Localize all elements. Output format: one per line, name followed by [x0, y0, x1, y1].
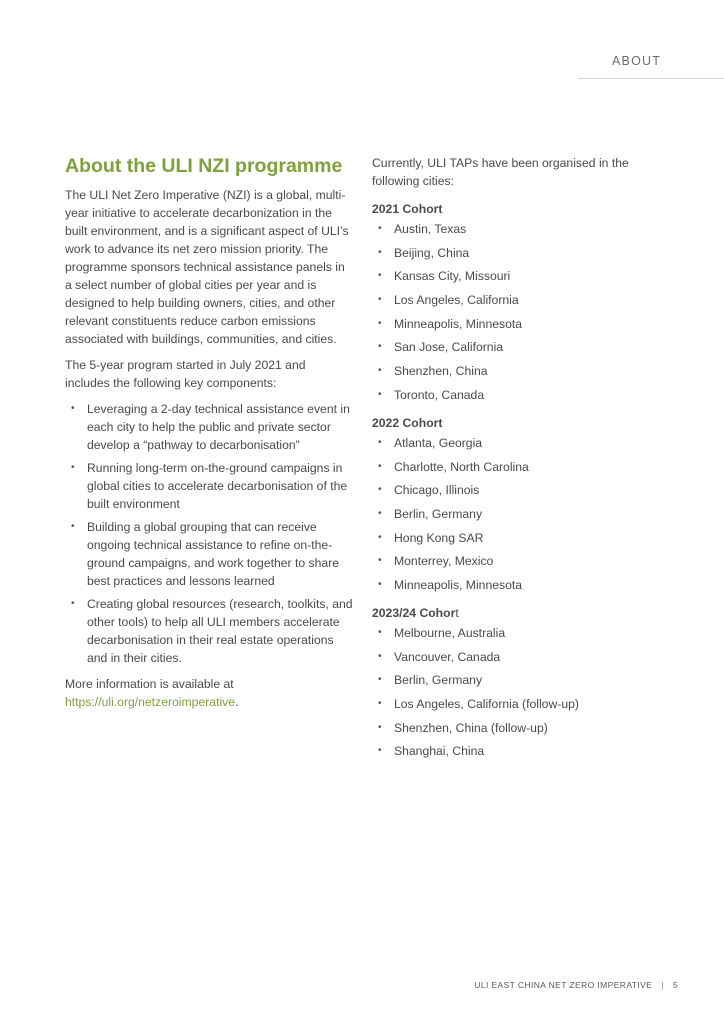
- cities-intro: Currently, ULI TAPs have been organised in the following cities:: [372, 156, 629, 188]
- more-info-suffix: .: [235, 695, 239, 709]
- list-item: • Monterrey, Mexico: [372, 552, 672, 570]
- cohort-2021-heading: 2021 Cohort: [372, 202, 443, 216]
- list-item: • Vancouver, Canada: [372, 648, 672, 666]
- netzero-link[interactable]: https://uli.org/netzeroimperative: [65, 695, 236, 709]
- page-footer: [474, 980, 678, 990]
- list-item: • Leveraging a 2-day technical assistance event in each city to help the public and private sector develop a “pathway to decarbonisation”: [65, 400, 353, 454]
- cohort-2023-heading-rest: t: [455, 605, 459, 620]
- list-item: • Beijing, China: [372, 244, 672, 262]
- publication-title: ULI EAST CHINA NET ZERO IMPERATIVE: [474, 980, 653, 990]
- list-item: • Berlin, Germany: [372, 505, 672, 523]
- cohort-2023-heading-bold: 2023/24 Cohor: [372, 605, 456, 620]
- cohort-2021-list: [372, 220, 672, 404]
- more-info-text: [65, 675, 353, 711]
- list-item: • Toronto, Canada: [372, 386, 672, 404]
- list-item: • Atlanta, Georgia: [372, 434, 672, 452]
- list-item: • San Jose, California: [372, 338, 672, 356]
- components-list: [65, 400, 353, 667]
- cohort-2022-heading: 2022 Cohort: [372, 415, 443, 430]
- list-item: • Building a global grouping that can receive ongoing technical assistance to refine on-the-ground campaigns, and work together to share best practices and lessons learned: [65, 518, 353, 590]
- list-item: • Creating global resources (research, toolkits, and other tools) to help all ULI members accelerate decarbonisation in their real estate operations and in their cities.: [65, 595, 353, 667]
- list-item: • Berlin, Germany: [372, 671, 672, 689]
- list-item: • Shenzhen, China: [372, 362, 672, 380]
- program-start-text: The 5-year program started in July 2021 and includes the following key components:: [65, 358, 306, 390]
- cohort-2023-list: [372, 624, 672, 760]
- list-item: • Los Angeles, California (follow-up): [372, 695, 672, 713]
- programme-description: The ULI Net Zero Imperative (NZI) is a global, multi-year initiative to accelerate decarbonization in the built environment, and is a significant aspect of ULI’s work to advance its net zero mission priority. The programme sponsors technical assistance panels in a select number of global cities per year and is designed to help building owners, cities, and other relevant constituents reduce carbon emissions associated with buildings, communities, and cities.: [65, 188, 349, 346]
- list-item: • Los Angeles, California: [372, 291, 672, 309]
- section-title: About the ULI NZI programme: [65, 155, 343, 177]
- list-item: • Kansas City, Missouri: [372, 267, 672, 285]
- list-item: • Minneapolis, Minnesota: [372, 315, 672, 333]
- list-item: • Charlotte, North Carolina: [372, 458, 672, 476]
- list-item: • Melbourne, Australia: [372, 624, 672, 642]
- list-item: • Hong Kong SAR: [372, 529, 672, 547]
- section-header-label: ABOUT: [612, 54, 662, 68]
- list-item: • Running long-term on-the-ground campaigns in global cities to accelerate decarbonisation of the built environment: [65, 459, 353, 513]
- list-item: • Shanghai, China: [372, 742, 672, 760]
- right-column: [372, 154, 672, 770]
- cohort-2023-heading: [372, 604, 672, 622]
- header-divider: [578, 78, 724, 79]
- left-column: [65, 154, 353, 719]
- more-info-prefix: More information is available at: [65, 677, 234, 691]
- list-item: • Austin, Texas: [372, 220, 672, 238]
- page-number: 5: [672, 980, 678, 990]
- cohort-2022-list: [372, 434, 672, 594]
- footer-separator: |: [661, 980, 664, 990]
- list-item: • Chicago, Illinois: [372, 481, 672, 499]
- list-item: • Minneapolis, Minnesota: [372, 576, 672, 594]
- list-item: • Shenzhen, China (follow-up): [372, 719, 672, 737]
